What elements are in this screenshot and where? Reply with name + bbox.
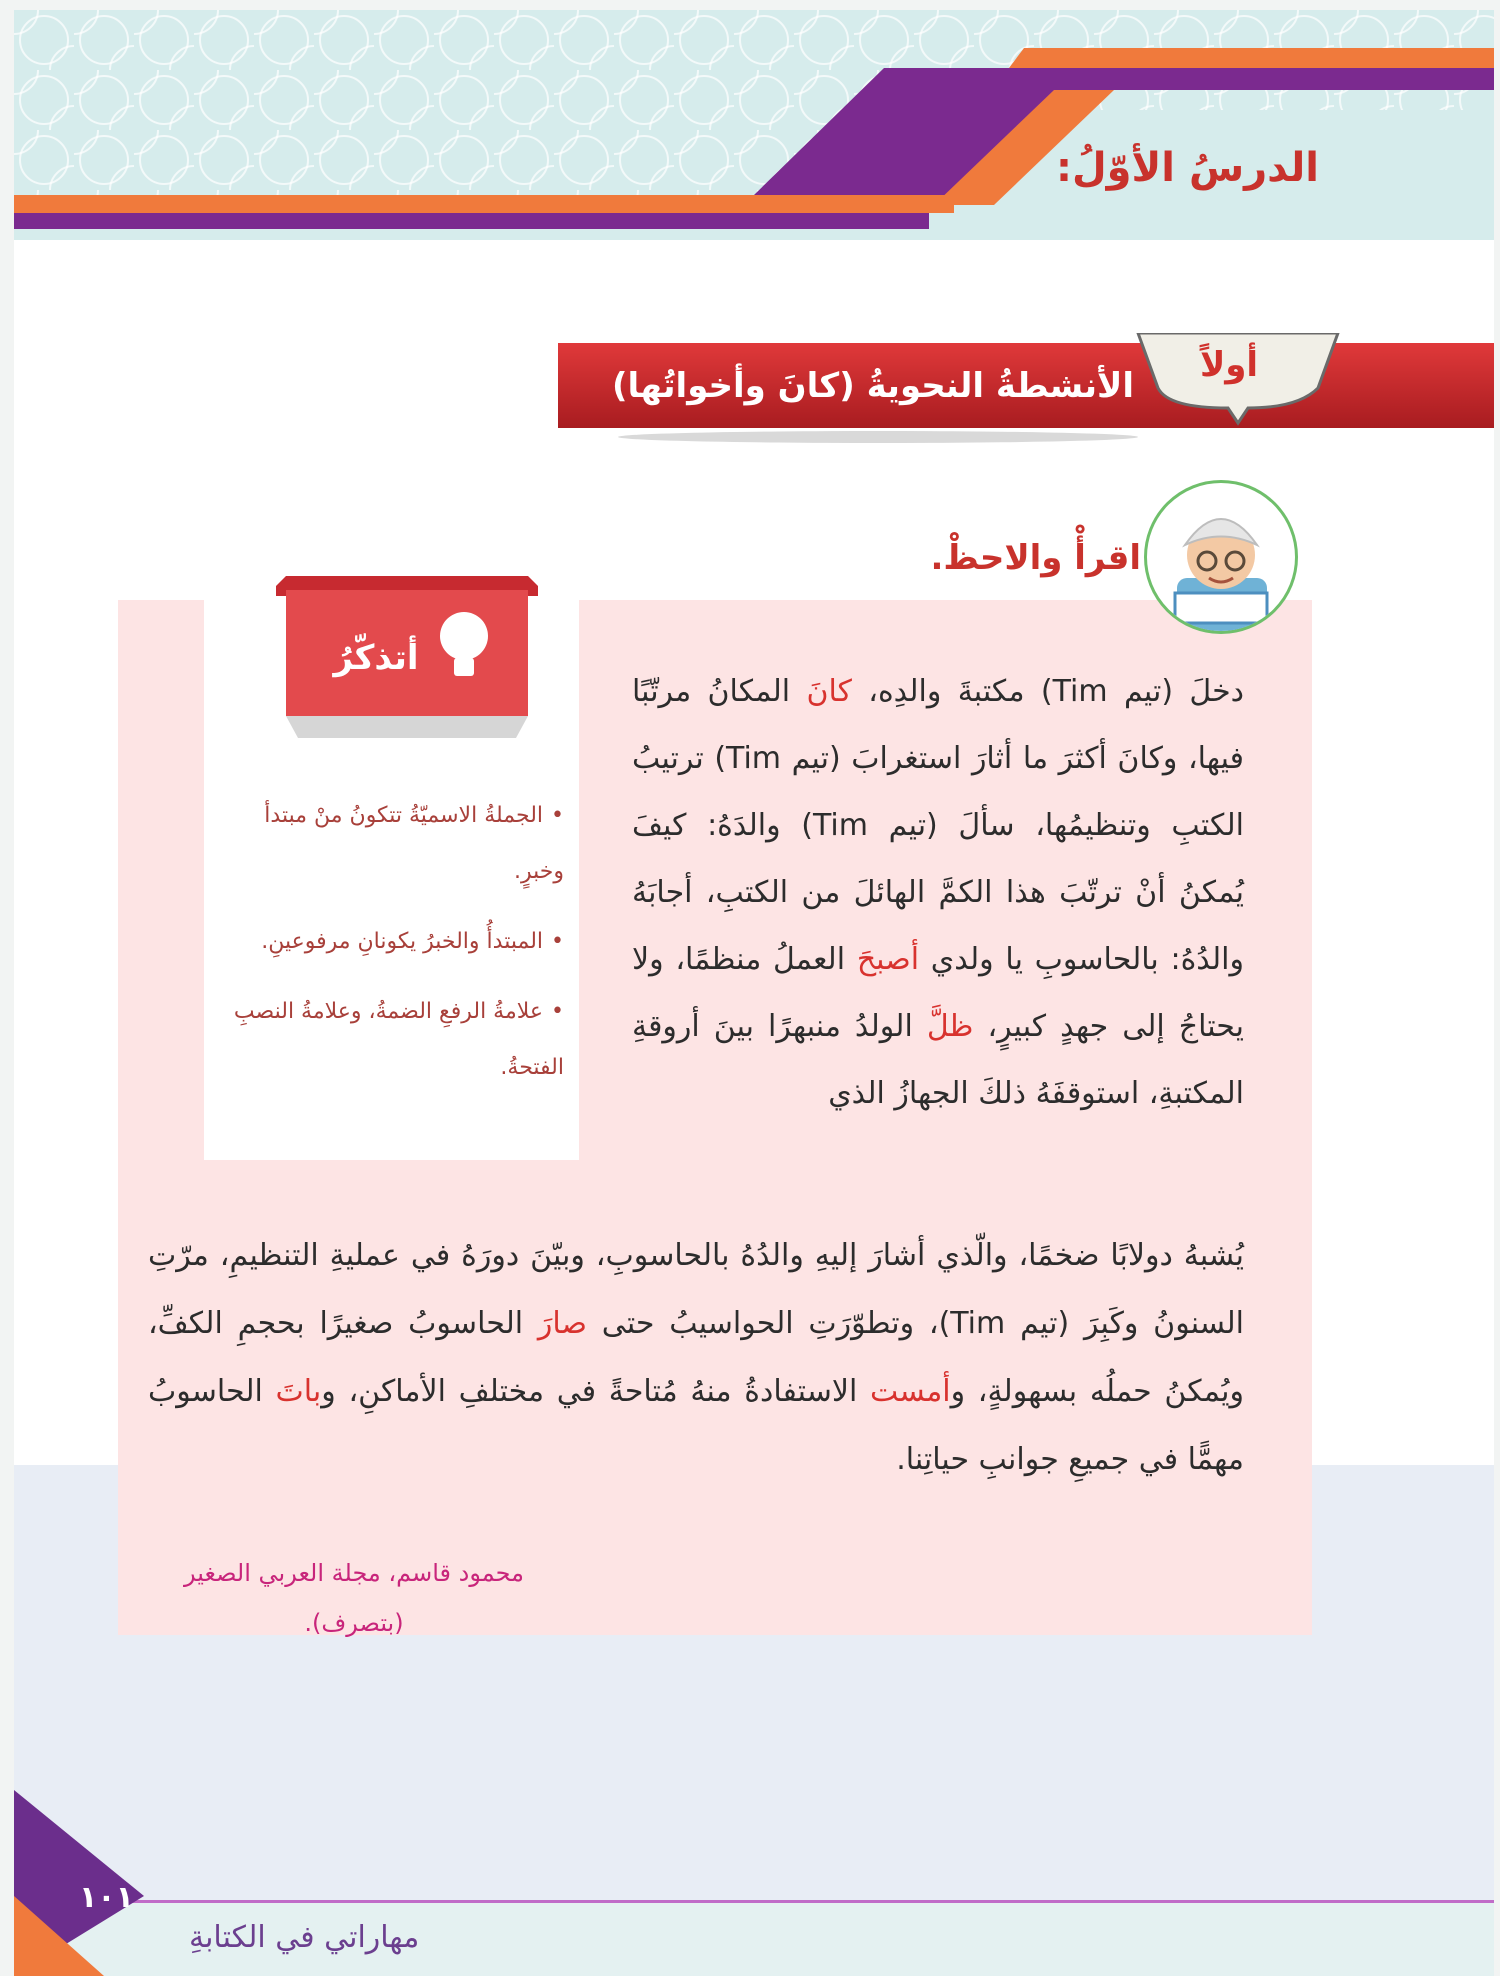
banner-title: الأنشطةُ النحويةُ (كانَ وأخواتُها)	[612, 366, 1134, 406]
highlight-asbaha: أصبحَ	[856, 942, 920, 977]
highlight-kana: كانَ	[806, 674, 852, 709]
section-banner	[558, 333, 1494, 443]
remember-label: أتذكّرُ	[333, 638, 419, 678]
header	[14, 10, 1494, 240]
remember-item: •المبتدأُ والخبرُ يكونانِ مرفوعينِ.	[261, 929, 564, 954]
header-decoration	[14, 10, 1494, 240]
purple-stripe	[14, 213, 929, 229]
remember-badge	[276, 576, 538, 746]
highlight-dhalla: ظلَّ	[926, 1009, 974, 1044]
highlight-amsat: أمست	[869, 1374, 951, 1409]
page-number: ١٠١	[79, 1880, 134, 1915]
lesson-title: الدرسُ الأوّلُ:	[1055, 145, 1319, 191]
footer-line	[14, 1900, 1494, 1903]
banner-tag: أولاً	[1199, 345, 1259, 385]
source-line2: (بتصرف).	[304, 1609, 404, 1637]
source-citation	[144, 1548, 564, 1648]
remember-item: •علامةُ الرفعِ الضمةُ، وعلامةُ النصبِ الفتحةُ.	[233, 999, 564, 1080]
book-title: مهاراتي في الكتابةِ	[189, 1920, 420, 1955]
source-line1: محمود قاسم، مجلة العربي الصغير	[184, 1559, 524, 1587]
orange-stripe	[14, 195, 954, 213]
passage-text-bottom: يُشبهُ دولابًا ضخمًا، والّذي أشارَ إليهِ والدُهُ بالحاسوبِ، وبيّنَ دورَهُ في عمليةِ التنظيمِ، مرّتِ السنونُ وكَبِرَ (تيم Tim)، وتطوّرَتِ الحواسيبُ حتى صارَ الحاسوبُ صغيرًا بحجمِ الكفِّ، ويُمكنُ حملُه بسهولةٍ، وأمست الاستفادةُ منهُ مُتاحةً في مختلفِ الأماكنِ، وباتَ الحاسوبُ مهمًّا في جميعِ جوانبِ حياتِنا.	[148, 1238, 1244, 1477]
boy-reading-icon	[1147, 483, 1295, 631]
orange-stripe-top	[1009, 48, 1494, 68]
highlight-baata: باتَ	[275, 1374, 322, 1409]
page	[14, 10, 1494, 1976]
passage-text-top: دخلَ (تيم Tim) مكتبةَ والدِه، كانَ المكانُ مرتّبًا فيها، وكانَ أكثرَ ما أثارَ استغرابَ (تيم Tim) ترتيبُ الكتبِ وتنظيمُها، سألَ (تيم Tim) والدَهُ: كيفَ يُمكنُ أنْ ترتّبَ هذا الكمَّ الهائلَ من الكتبِ، أجابَهُ والدُهُ: بالحاسوبِ يا ولدي أصبحَ العملُ منظمًا، ولا يحتاجُ إلى جهدٍ كبيرٍ، ظلَّ الولدُ منبهرًا بينَ أروقةِ المكتبةِ، استوقفَهُ ذلكَ الجهازُ الذي	[632, 674, 1245, 1111]
remember-list	[219, 788, 564, 1110]
remember-item: •الجملةُ الاسميّةُ تتكونُ منْ مبتدأ وخبرٍ.	[264, 803, 564, 884]
highlight-saara: صارَ	[537, 1306, 587, 1341]
student-avatar	[1144, 480, 1298, 634]
read-heading: اقرأْ والاحظْ.	[930, 538, 1141, 578]
